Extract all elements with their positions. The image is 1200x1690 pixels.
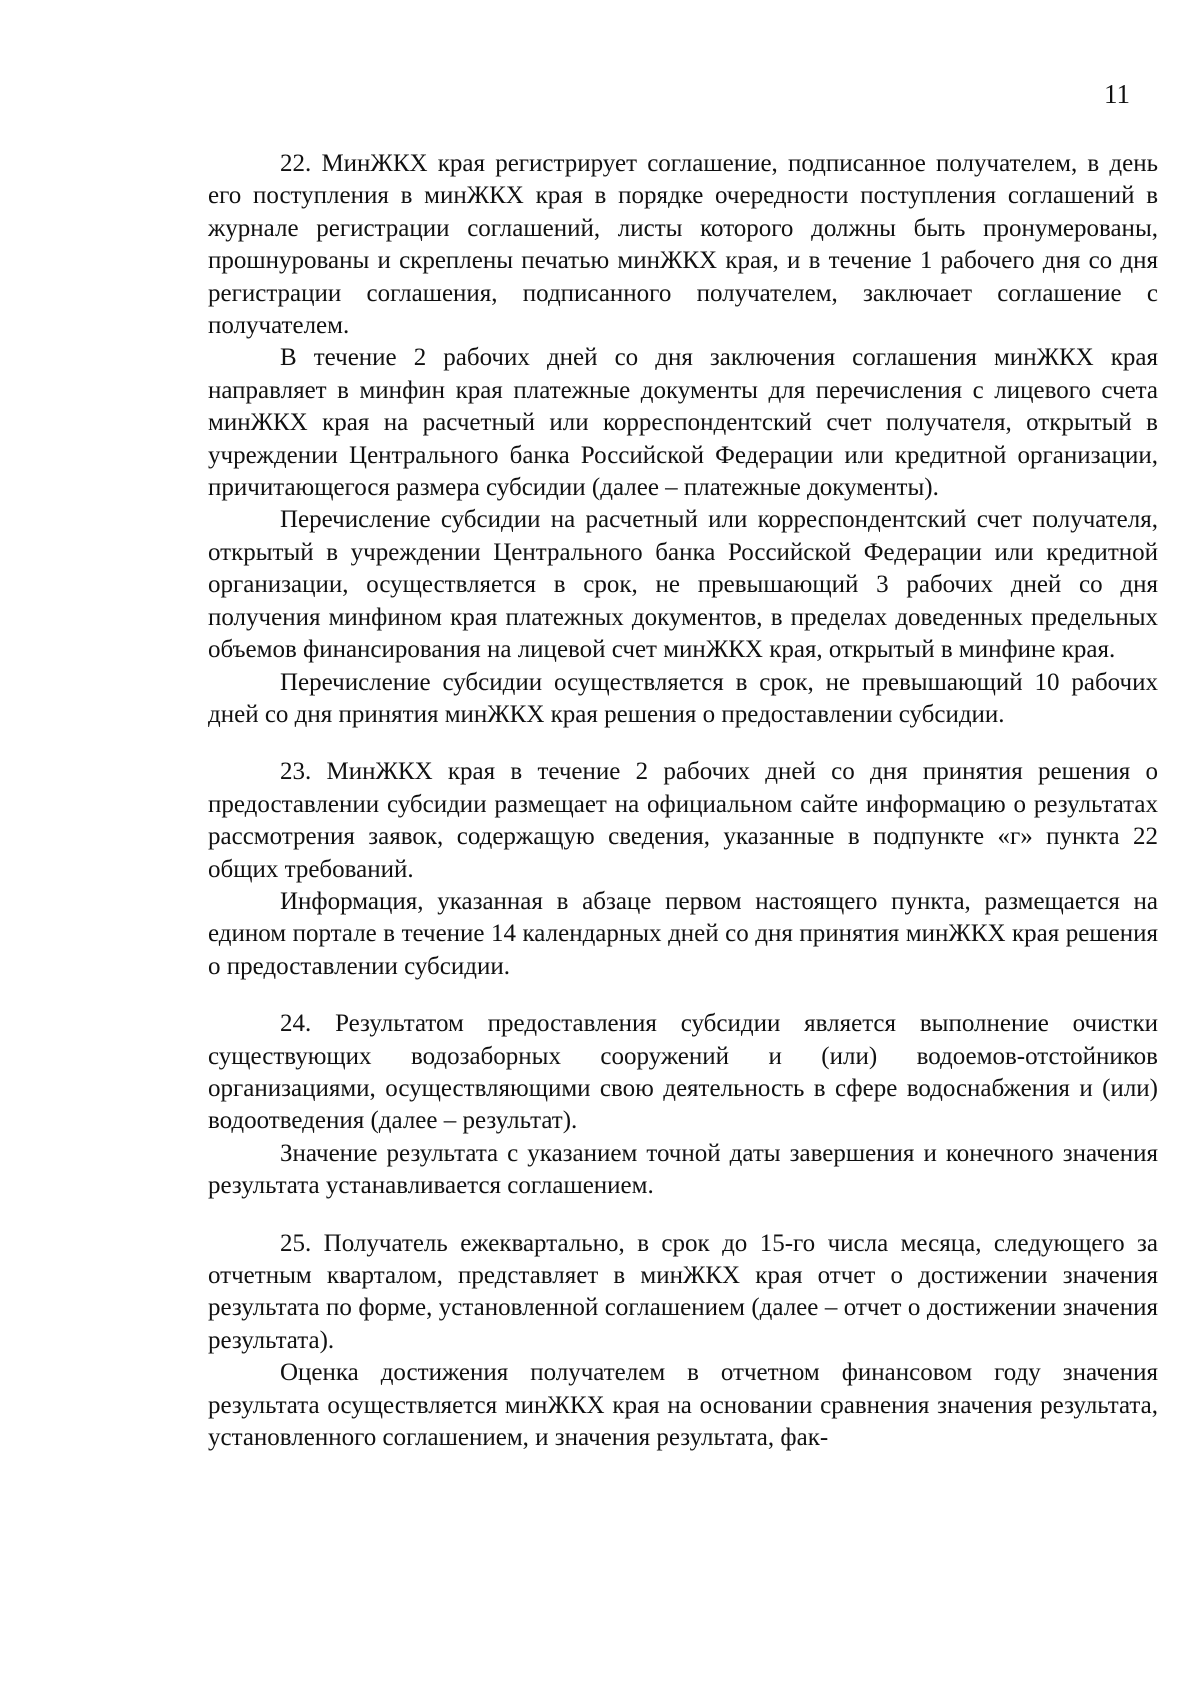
section-25 [208, 1228, 1158, 1455]
section-divider [208, 983, 1158, 1008]
section-23 [208, 756, 1158, 983]
document-body [208, 148, 1158, 1454]
section-divider [208, 731, 1158, 756]
paragraph: 23. МинЖКХ края в течение 2 рабочих дней со дня принятия решения о предоставлении субсидии размещает на официальном сайте информацию о результатах рассмотрения заявок, содержащую сведения, указанные в подпункте «г» пункта 22 общих требований. [208, 758, 1158, 883]
paragraph: 24. Результатом предоставления субсидии является выполнение очистки существующих водозаборных сооружений и (или) водоемов-отстойников организациями, осуществляющими свою деятельность в сфере водоснабжения и (или) водоотведения (далее – результат). [208, 1010, 1158, 1135]
page-number: 11 [1104, 79, 1130, 109]
section-24 [208, 1008, 1158, 1202]
paragraph: В течение 2 рабочих дней со дня заключения соглашения минЖКХ края направляет в минфин края платежные документы для перечисления с лицевого счета минЖКХ края на расчетный или корреспондентский счет получателя, открытый в учреждении Центрального банка Российской Федерации или кредитной организации, причитающегося размера субсидии (далее – платежные документы). [208, 344, 1158, 502]
paragraph: 22. МинЖКХ края регистрирует соглашение, подписанное получателем, в день его поступления в минЖКХ края в порядке очередности поступления соглашений в журнале регистрации соглашений, листы которого должны быть пронумерованы, прошнурованы и скреплены печатью минЖКХ края, и в течение 1 рабочего дня со дня регистрации соглашения, подписанного получателем, заключает соглашение с получателем. [208, 150, 1158, 340]
paragraph: Значение результата с указанием точной даты завершения и конечного значения результата устанавливается соглашением. [208, 1139, 1158, 1200]
paragraph: Перечисление субсидии осуществляется в срок, не превышающий 10 рабочих дней со дня принятия минЖКХ края решения о предоставлении субсидии. [208, 668, 1158, 728]
paragraph: Информация, указанная в абзаце первом настоящего пункта, размещается на едином портале в течение 14 календарных дней со дня принятия минЖКХ края решения о предоставлении субсидии. [208, 887, 1158, 980]
paragraph: 25. Получатель ежеквартально, в срок до 15-го числа месяца, следующего за отчетным кварталом, представляет в минЖКХ края отчет о достижении значения результата по форме, установленной соглашением (далее – отчет о достижении значения результата). [208, 1229, 1158, 1354]
paragraph: Перечисление субсидии на расчетный или корреспондентский счет получателя, открытый в учреждении Центрального банка Российской Федерации или кредитной организации, осуществляется в срок, не превышающий 3 рабочих дней со дня получения минфином края платежных документов, в пределах доведенных предельных объемов финансирования на лицевой счет минЖКХ края, открытый в минфине края. [208, 506, 1158, 664]
section-22 [208, 148, 1158, 731]
section-divider [208, 1203, 1158, 1228]
paragraph: Оценка достижения получателем в отчетном финансовом году значения результата осуществляется минЖКХ края на основании сравнения значения результата, установленного соглашением, и значения результата, фак- [208, 1359, 1158, 1452]
